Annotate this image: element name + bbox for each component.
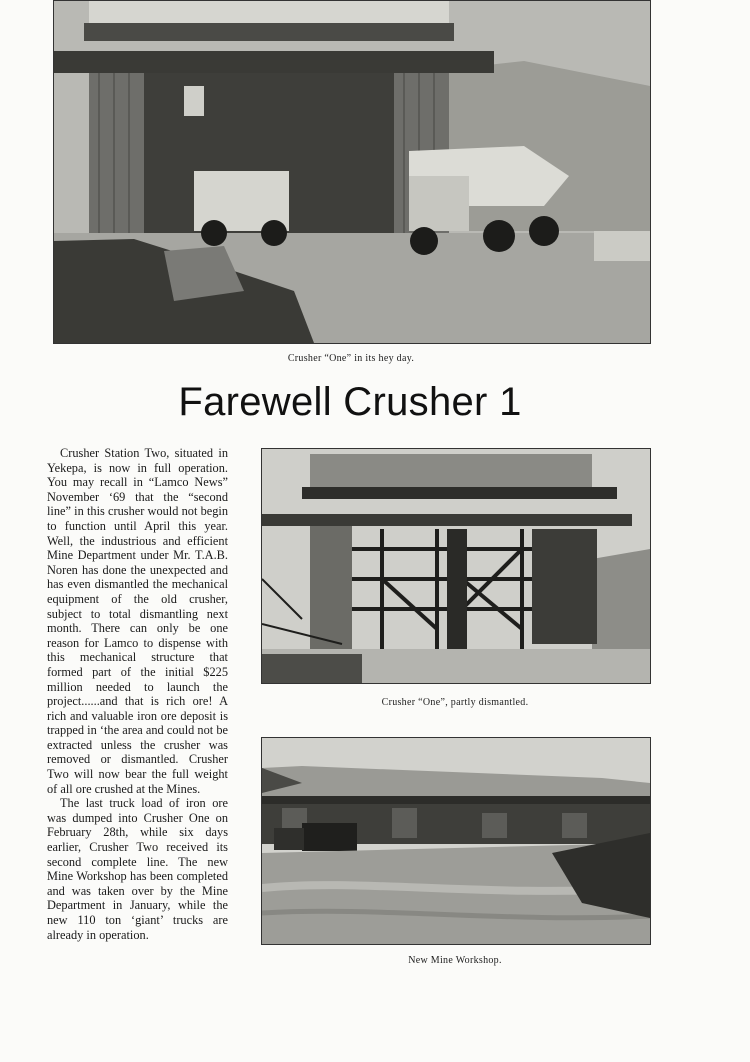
photo-crusher-one-dismantled [261,448,651,684]
article-paragraph: The last truck load of iron ore was dumped into Crusher One on February 28th, while six days earlier, Crusher Two received its second complete line. The new Mine Workshop has been completed and was taken over by the Mine Department in January, while the new 110 ton ‘giant’ trucks are already in operation. [47,796,228,942]
page-title: Farewell Crusher 1 [178,380,522,424]
article-paragraph: Crusher Station Two, situated in Yekepa, is now in full operation. You may recall in “Lamco News” November ‘69 that the “second line” in this crusher would not begin to function until April this year. Well, the industrious and efficient Mine Department under Mr. T.A.B. Noren has done the unexpected and has even dismantled the mechanical equipment of the old crusher, subject to total dismantling next month. There can only be one reason for Lamco to dispense with this mechanical structure that formed part of the initial $225 million needed to launch the project......and that is rich ore! A rich and valuable iron ore deposit is trapped in ‘the area and could not be extracted unless the crusher was removed or dismantled. Crusher Two will now bear the full weight of all ore crushed at the Mines. [47,446,228,796]
article-body [47,446,228,942]
photo-caption-dismantled: Crusher “One”, partly dismantled. [381,697,529,708]
photo-new-mine-workshop [261,737,651,945]
photo-caption-workshop: New Mine Workshop. [408,955,502,966]
photo-crusher-one-hey-day [53,0,651,344]
photo-caption-hey-day: Crusher “One” in its hey day. [287,353,415,364]
